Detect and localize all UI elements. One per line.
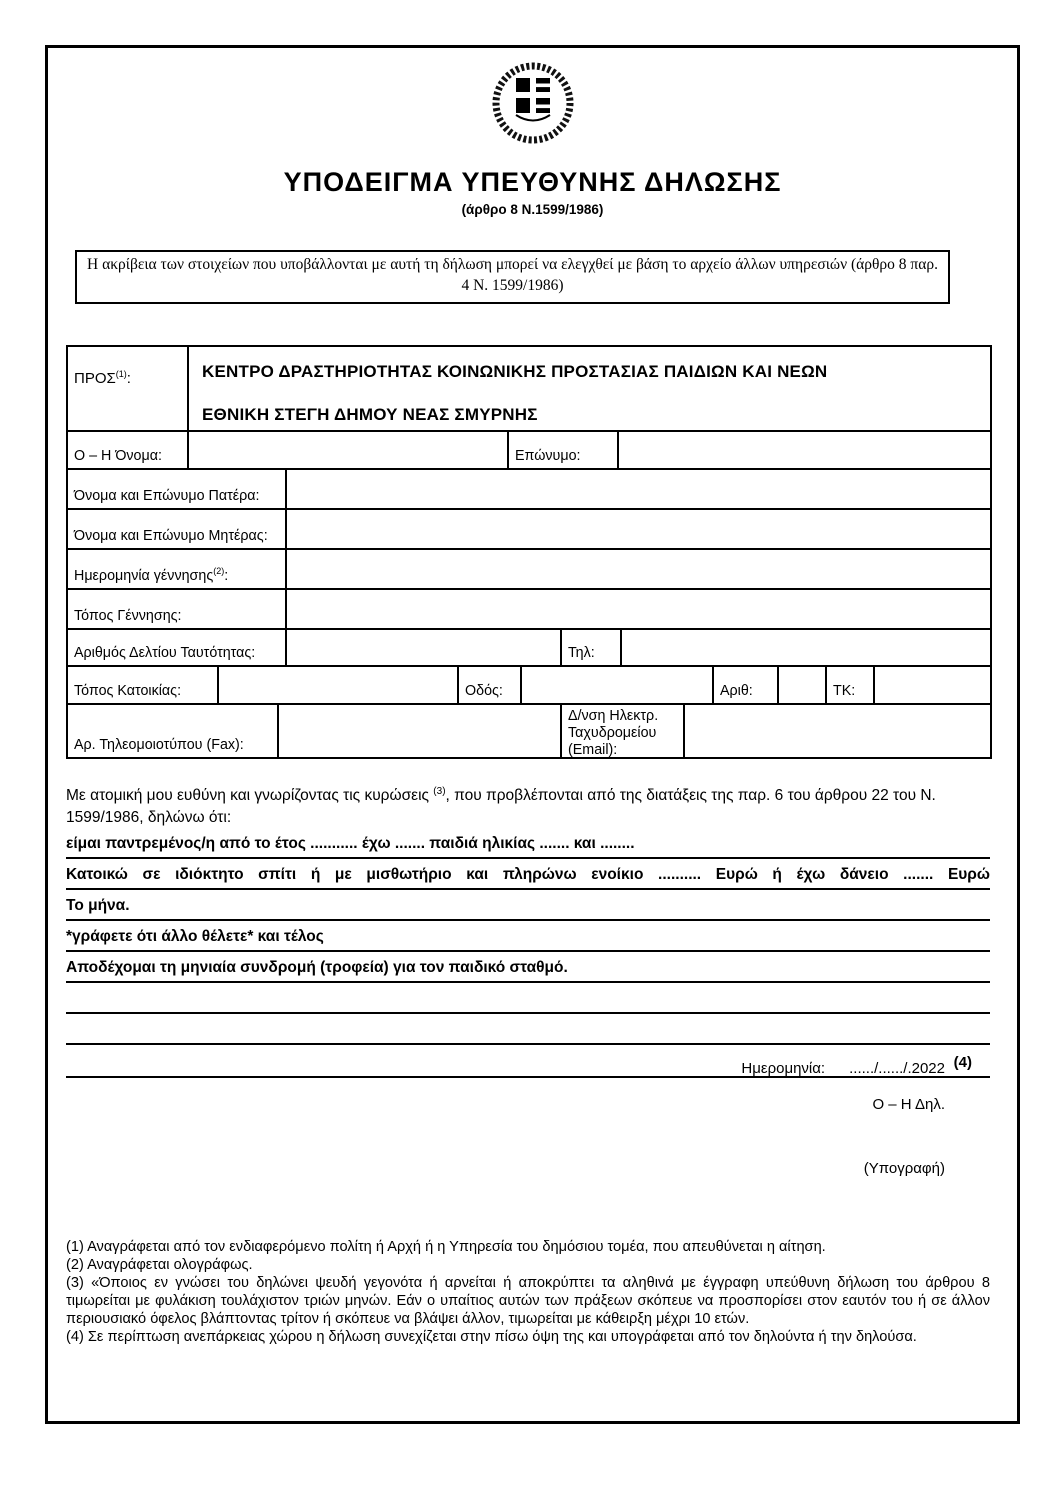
name-value-cell (187, 430, 507, 468)
mother-label-cell (66, 508, 285, 548)
fax-label: Αρ. Τηλεομοιοτύπου (Fax): (74, 737, 244, 753)
number-label-cell (712, 665, 777, 703)
surname-label-cell (507, 430, 617, 468)
birthplace-label: Τόπος Γέννησης: (74, 608, 182, 624)
page-title: ΥΠΟΔΕΙΓΜΑ ΥΠΕΥΘΥΝΗΣ ΔΗΛΩΣΗΣ (283, 167, 782, 197)
footnote-4: (4) Σε περίπτωση ανεπάρκειας χώρου η δήλωση συνεχίζεται στην πίσω όψη της και υπογράφεται από τον δηλούντα ή την δηλούσα. (66, 1329, 917, 1346)
recipient-line1: ΚΕΝΤΡΟ ΔΡΑΣΤΗΡΙΟΤΗΤΑΣ ΚΟΙΝΩΝΙΚΗΣ ΠΡΟΣΤΑΣΙΑΣ ΠΑΙΔΙΩΝ ΚΑΙ ΝΕΩΝ (202, 362, 828, 381)
declarant-label: Ο – Η Δηλ. (872, 1096, 945, 1113)
father-label-cell (66, 468, 285, 508)
document-page (45, 45, 1020, 1424)
declaration-line: Αποδέχομαι τη μηνιαία συνδρομή (τροφεία) για τον παιδικό σταθμό. (66, 959, 990, 983)
birthplace-label-cell (66, 588, 285, 628)
footnote-3: (3) «Όποιος εν γνώσει του δηλώνει ψευδή γεγονότα ή αρνείται ή αποκρύπτει τα αληθινά με έγγραφη υπεύθυνη δήλωση του άρθρου 8 τιμωρείται με φυλάκιση τουλάχιστον τριών μηνών. Εάν ο υπαίτιος αυτών των πράξεων σκόπευε να προσπορίσει στον εαυτόν του ή σε άλλον περιουσιακό όφελος βλάπτοντας τρίτον ή σκόπευε να βλάψει άλλον, τιμωρείται με κάθειρξη μέχρι 10 ετών. (66, 1275, 990, 1328)
email-label: Δ/νση Ηλεκτρ. Ταχυδρομείου (Email): (568, 708, 659, 758)
postcode-label-cell (825, 665, 873, 703)
recipient-cell (187, 345, 990, 430)
fax-label-cell (66, 703, 277, 757)
birthdate-label: Ημερομηνία γέννησης$^{(2)}$: (74, 566, 229, 584)
tel-label: Τηλ: (568, 645, 595, 661)
residence-label-cell (66, 665, 217, 703)
surname-value-cell (617, 430, 990, 468)
blank-ruled-line (66, 1023, 990, 1045)
signature-block (66, 1060, 945, 1177)
postcode-label: ΤΚ: (833, 683, 856, 699)
recipient-text (189, 347, 827, 425)
to-label: ΠΡΟΣ$^{(1)}$: (74, 369, 131, 387)
number-label: Αριθ: (720, 683, 753, 699)
birthplace-value-cell (285, 588, 990, 628)
declaration-line: Το μήνα. (66, 897, 990, 921)
street-label: Οδός: (465, 683, 503, 699)
tel-value-cell (620, 628, 990, 665)
date-row (741, 1060, 945, 1077)
page-subtitle: (άρθρο 8 Ν.1599/1986) (461, 202, 604, 217)
birthdate-label-cell (66, 548, 285, 588)
to-label-cell (66, 345, 187, 430)
declaration-line: Κατοικώ σε ιδιόκτητο σπίτι ή με μισθωτήριο και πληρώνω ενοίκιο .......... Ευρώ ή έχω δάνειο ....... Ευρώ (66, 866, 990, 890)
footnotes-section (66, 1238, 990, 1347)
name-label-cell (66, 430, 187, 468)
residence-value-cell (217, 665, 457, 703)
footnote-1: (1) Αναγράφεται από τον ενδιαφερόμενο πολίτη ή Αρχή ή η Υπηρεσία του δημόσιου τομέα, που απευθύνεται η αίτηση. (66, 1239, 826, 1255)
email-value-cell (683, 703, 990, 757)
father-label: Όνομα και Επώνυμο Πατέρα: (74, 488, 260, 504)
name-label: Ο – Η Όνομα: (74, 448, 162, 464)
id-value-cell (285, 628, 560, 665)
declaration-form-table (66, 345, 992, 759)
accuracy-notice: Η ακρίβεια των στοιχείων που υποβάλλονται με αυτή τη δήλωση μπορεί να ελεγχθεί με βάση το αρχείο άλλων υπηρεσιών (άρθρο 8 παρ. 4 Ν. 1599/1986) (75, 250, 950, 304)
declaration-line: *γράφετε ότι άλλο θέλετε* και τέλος (66, 928, 990, 952)
id-label-cell (66, 628, 285, 665)
declaration-intro: Με ατομική μου ευθύνη και γνωρίζοντας τις κυρώσεις $^{(3)}$, που προβλέπονται από της διατάξεις της παρ. 6 του άρθρου 22 του Ν. 1599/1986, δηλώνω ότι: (66, 786, 936, 826)
surname-label: Επώνυμο: (515, 448, 581, 464)
email-label-cell (560, 703, 683, 757)
declaration-section (66, 785, 990, 1078)
birthdate-value-cell (285, 548, 990, 588)
blank-ruled-line (66, 992, 990, 1014)
mother-label: Όνομα και Επώνυμο Μητέρας: (74, 528, 268, 544)
street-value-cell (520, 665, 712, 703)
postcode-value-cell (873, 665, 990, 703)
fax-value-cell (277, 703, 560, 757)
signature-label: (Υπογραφή) (863, 1160, 945, 1177)
footnote-2: (2) Αναγράφεται ολογράφως. (66, 1257, 253, 1274)
greek-state-emblem-icon (489, 60, 577, 151)
recipient-line2: ΕΘΝΙΚΗ ΣΤΕΓΗ ΔΗΜΟΥ ΝΕΑΣ ΣΜΥΡΝΗΣ (202, 405, 538, 424)
continuation-note: (4) (953, 1053, 972, 1071)
father-value-cell (285, 468, 990, 508)
residence-label: Τόπος Κατοικίας: (74, 683, 182, 699)
date-value: ....../....../.2022 (849, 1060, 945, 1077)
mother-value-cell (285, 508, 990, 548)
id-label: Αριθμός Δελτίου Ταυτότητας: (74, 645, 256, 661)
tel-label-cell (560, 628, 620, 665)
number-value-cell (777, 665, 825, 703)
street-label-cell (457, 665, 520, 703)
declaration-line: είμαι παντρεμένος/η από το έτος ........... έχω ....... παιδιά ηλικίας ....... και ........ (66, 835, 990, 859)
date-label: Ημερομηνία: (741, 1060, 826, 1077)
